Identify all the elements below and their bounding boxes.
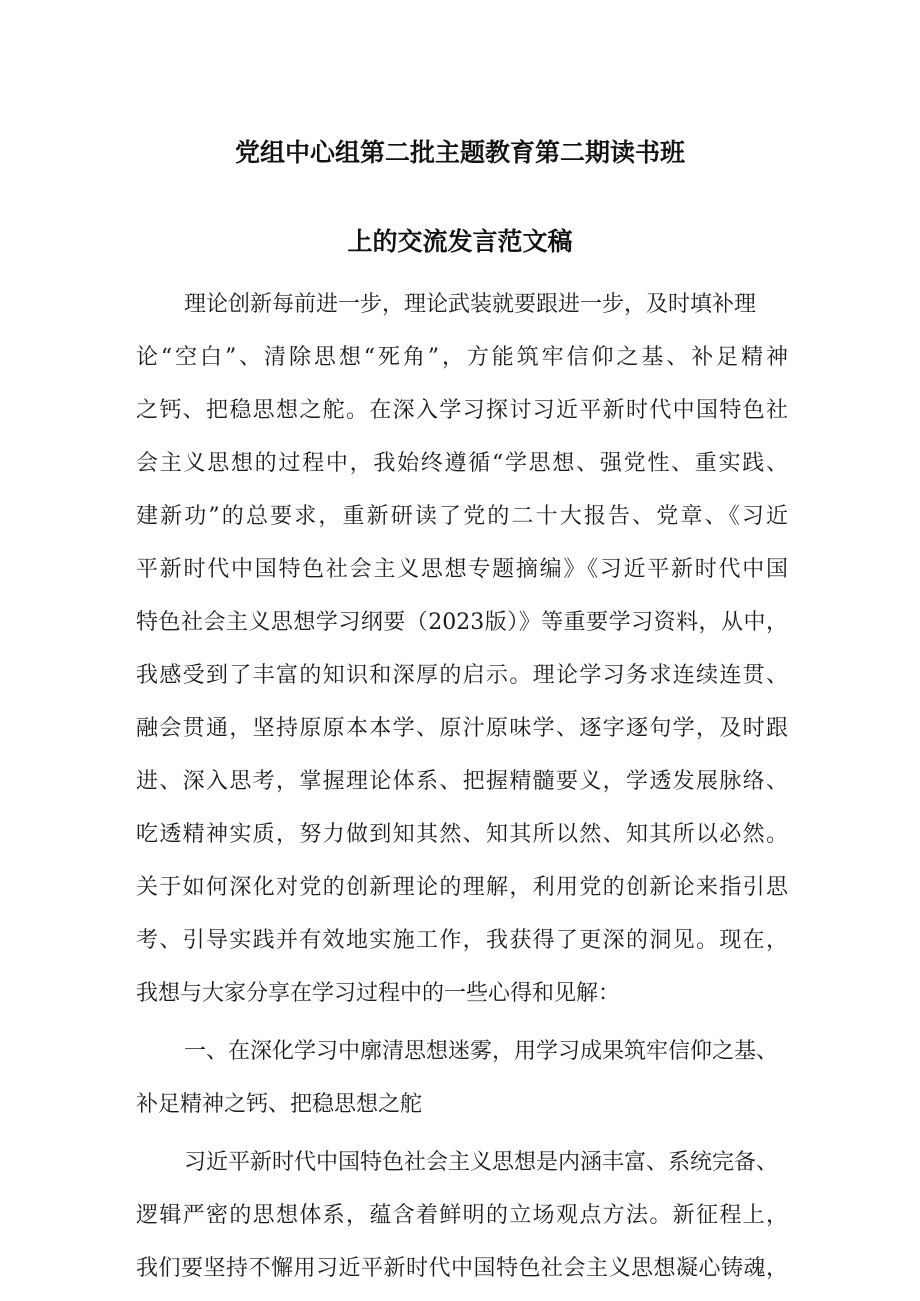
paragraph-line: 融会贯通，坚持原原本本学、原汁原味学、逐字逐句学，及时跟 [136,716,788,741]
paragraph-line: 逻辑严密的思想体系，蕴含着鲜明的立场观点方法。新征程上， [136,1203,788,1228]
paragraph-line: 之钙、把稳思想之舵。在深入学习探讨习近平新时代中国特色社 [136,398,788,423]
section-heading-line: 一、在深化学习中廓清思想迷雾，用学习成果筑牢信仰之基、 [184,1039,779,1064]
section-heading-line: 补足精神之钙、把稳思想之舵 [136,1092,423,1117]
paragraph-line: 建新功”的总要求，重新研读了党的二十大报告、党章、《习近 [136,504,788,529]
paragraph-line: 平新时代中国特色社会主义思想专题摘编》《习近平新时代中国 [136,557,788,582]
paragraph-line: 习近平新时代中国特色社会主义思想是内涵丰富、系统完备、 [184,1150,779,1175]
paragraph-line: 考、引导实践并有效地实施工作，我获得了更深的洞见。现在， [136,928,788,953]
paragraph-line: 我们要坚持不懈用习近平新时代中国特色社会主义思想凝心铸魂， [136,1256,788,1281]
paragraph-line: 我感受到了丰富的知识和深厚的启示。理论学习务求连续连贯、 [136,663,788,688]
paragraph-line: 关于如何深化对党的创新理论的理解，利用党的创新论来指引思 [136,875,788,900]
paragraph-line: 进、深入思考，掌握理论体系、把握精髓要义，学透发展脉络、 [136,769,788,794]
paragraph-line: 论“空白”、清除思想“死角”，方能筑牢信仰之基、补足精神 [136,345,788,370]
paragraph-line: 特色社会主义思想学习纲要（2023版）》等重要学习资料，从中， [136,610,788,635]
paragraph-line: 我想与大家分享在学习过程中的一些心得和见解： [136,981,621,1006]
paragraph-line: 吃透精神实质，努力做到知其然、知其所以然、知其所以必然。 [136,822,788,847]
paragraph-line: 理论创新每前进一步，理论武装就要跟进一步，及时填补理 [184,292,757,317]
document-title-line-2: 上的交流发言范文稿 [347,227,573,256]
paragraph-line: 会主义思想的过程中，我始终遵循“学思想、强党性、重实践、 [136,451,788,476]
document-title-line-1: 党组中心组第二批主题教育第二期读书班 [234,138,685,167]
